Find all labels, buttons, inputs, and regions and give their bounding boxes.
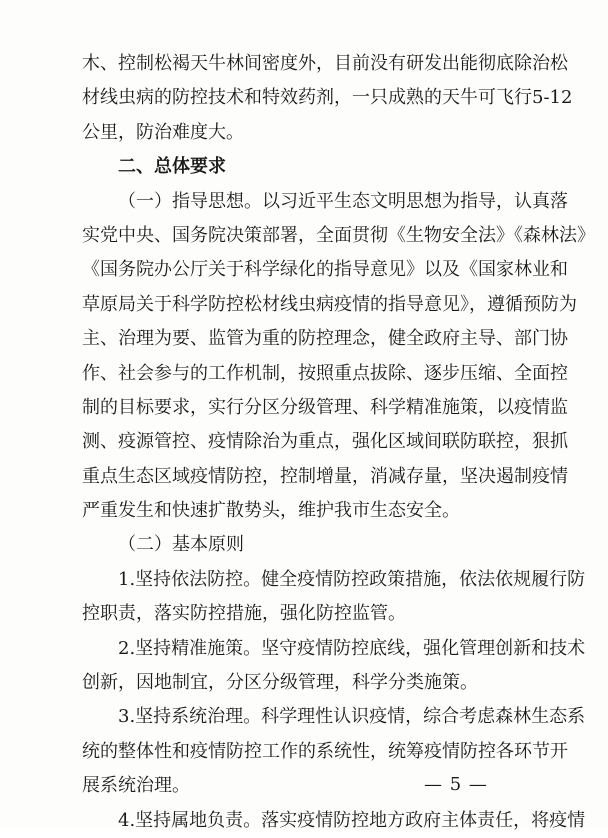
body-line: 控职责，落实防控措施，强化防控监管。: [82, 603, 406, 625]
body-line: 展系统治理。: [82, 775, 190, 797]
body-line: 2.坚持精准施策。坚守疫情防控底线，强化管理创新和技术: [118, 637, 586, 659]
body-line: 3.坚持系统治理。科学理性认识疫情，综合考虑森林生态系: [118, 706, 586, 728]
body-line: 作、社会参与的工作机制，按照重点拔除、逐步压缩、全面控: [82, 362, 568, 384]
body-line: 1.坚持依法防控。健全疫情防控政策措施，依法依规履行防: [118, 568, 586, 590]
body-line: 《国务院办公厅关于科学绿化的指导意见》以及《国家林业和: [82, 259, 568, 281]
section-heading: 二、总体要求: [118, 156, 226, 178]
body-line: 主、治理为要、监管为重的防控理念，健全政府主导、部门协: [82, 328, 568, 350]
body-line: （一）指导思想。以习近平生态文明思想为指导，认真落: [118, 190, 568, 212]
subsection-heading: （二）基本原则: [118, 534, 244, 556]
body-line: 严重发生和快速扩散势头，维护我市生态安全。: [82, 500, 460, 522]
body-line: 制的目标要求，实行分区分级管理、科学精准施策，以疫情监: [82, 396, 568, 418]
body-line: 材线虫病的防控技术和特效药剂，一只成熟的天牛可飞行5-12: [82, 87, 573, 109]
body-line: 公里，防治难度大。: [82, 121, 244, 143]
body-line: 4.坚持属地负责。落实疫情防控地方政府主体责任，将疫情: [118, 809, 586, 831]
body-line: 统的整体性和疫情防控工作的系统性，统筹疫情防控各环节开: [82, 740, 568, 762]
body-line: 草原局关于科学防控松材线虫病疫情的指导意见》，遵循预防为: [82, 293, 577, 315]
body-line: 木、控制松褐天牛林间密度外，目前没有研发出能彻底除治松: [82, 53, 568, 74]
body-line: 重点生态区域疫情防控，控制增量，消减存量，坚决遏制疫情: [82, 465, 568, 487]
body-line: 测、疫源管控、疫情除治为重点，强化区域间联防联控，狠抓: [82, 431, 568, 453]
page-number: — 5 —: [424, 774, 488, 795]
document-body: [82, 47, 595, 838]
body-line: 创新，因地制宜，分区分级管理，科学分类施策。: [82, 672, 478, 694]
body-line: 实党中央、国务院决策部署，全面贯彻《生物安全法》《森林法》: [82, 224, 595, 246]
